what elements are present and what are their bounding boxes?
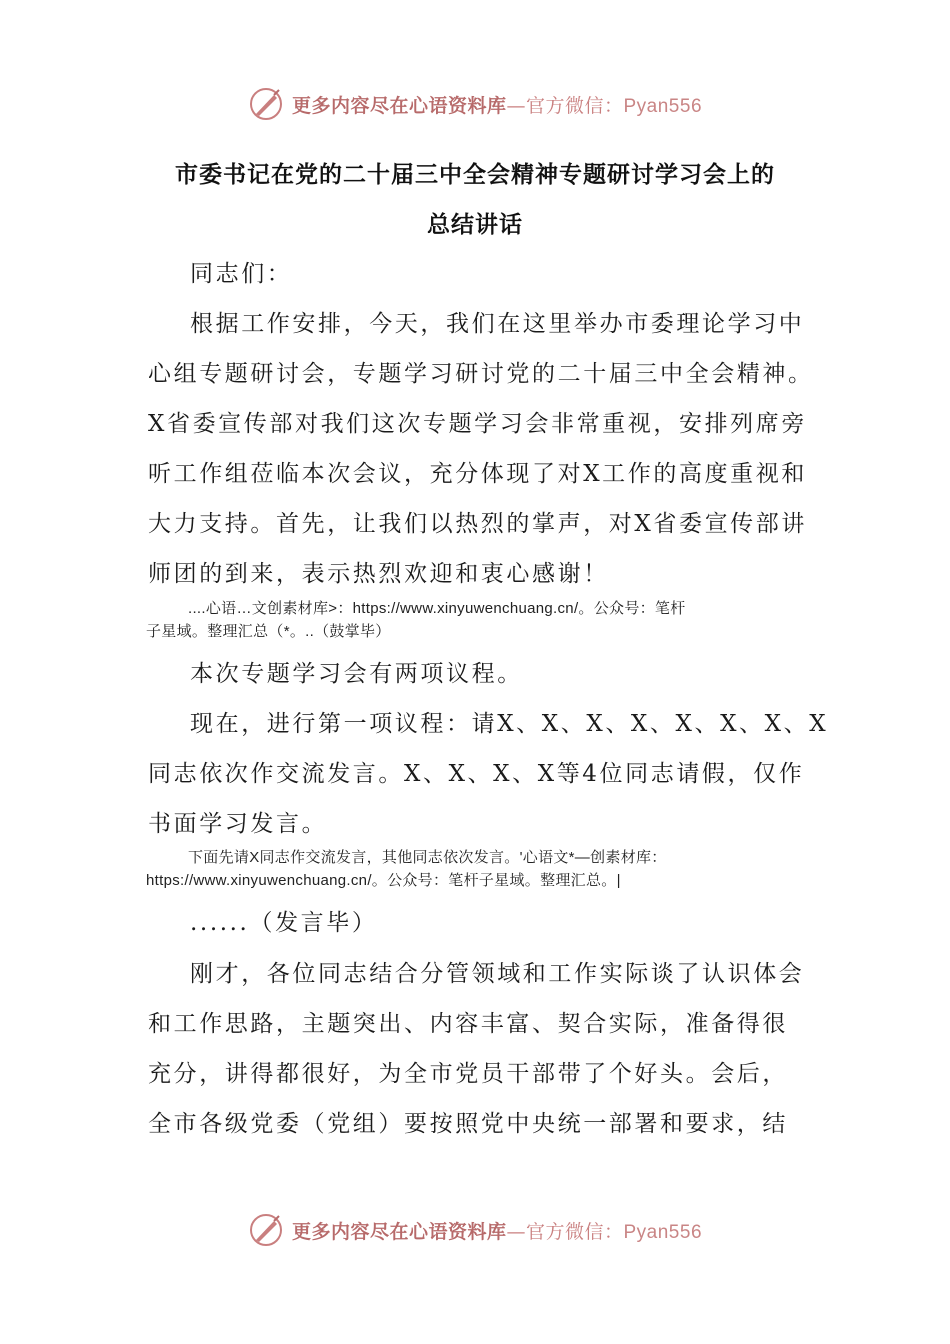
banner-official: 官方微信： — [525, 1220, 624, 1243]
document-title-line-2: 总结讲话 — [427, 212, 523, 238]
banner-text — [292, 1217, 702, 1244]
banner-official: 官方微信： — [525, 94, 624, 117]
paragraph-4: ......（发言毕） — [190, 910, 378, 936]
banner-site: 更多内容尽在心语资料库 — [291, 94, 507, 117]
paragraph-1-line: 心组专题研讨会，专题学习研讨党的二十届三中全会精神。 — [148, 361, 814, 387]
paragraph-5-line: 充分，讲得都很好，为全市党员干部带了个好头。会后， — [148, 1061, 788, 1087]
paragraph-1-line: 听工作组莅临本次会议，充分体现了对X工作的高度重视和 — [148, 461, 807, 487]
footer-banner — [0, 1208, 950, 1252]
paragraph-1-line: 师团的到来，表示热烈欢迎和衷心感谢！ — [148, 561, 609, 587]
paragraph-3-line: 现在，进行第一项议程：请X、X、X、X、X、X、X、X — [190, 711, 829, 737]
banner-text — [292, 91, 702, 118]
inserted-note-2-line: https://www.xinyuwenchuang.cn/。公众号：笔杆子星域。整理汇总。| — [146, 872, 621, 889]
paragraph-1-line: 大力支持。首先，让我们以热烈的掌声，对X省委宣传部讲 — [148, 511, 807, 537]
greeting: 同志们： — [190, 261, 293, 287]
paragraph-1-line: X省委宣传部对我们这次专题学习会非常重视，安排列席旁 — [148, 411, 807, 437]
document-title-line-1: 市委书记在党的二十届三中全会精神专题研讨学习会上的 — [175, 162, 775, 188]
paragraph-2: 本次专题学习会有两项议程。 — [190, 661, 523, 687]
quill-logo-icon — [248, 1212, 284, 1248]
banner-site: 更多内容尽在心语资料库 — [291, 1220, 507, 1243]
inserted-note-1-line: 子星域。整理汇总（*。..（鼓掌毕） — [146, 623, 391, 640]
paragraph-5-line: 全市各级党委（党组）要按照党中央统一部署和要求，结 — [148, 1111, 788, 1137]
paragraph-3-line: 书面学习发言。 — [148, 811, 328, 837]
paragraph-1-line: 根据工作安排，今天，我们在这里举办市委理论学习中 — [190, 311, 805, 337]
banner-dash: — — [506, 1220, 526, 1243]
paragraph-5-line: 刚才，各位同志结合分管领域和工作实际谈了认识体会 — [190, 961, 805, 987]
banner-handle: Pyan556 — [623, 95, 703, 117]
paragraph-5-line: 和工作思路，主题突出、内容丰富、契合实际，准备得很 — [148, 1011, 788, 1037]
banner-handle: Pyan556 — [623, 1221, 703, 1243]
quill-logo-icon — [248, 86, 284, 122]
inserted-note-1-line: ....心语…文创素材库>：https://www.xinyuwenchuang.cn/。公众号：笔杆 — [188, 600, 686, 617]
paragraph-3-line: 同志依次作交流发言。X、X、X、X等4位同志请假，仅作 — [148, 761, 805, 787]
inserted-note-2-line: 下面先请X同志作交流发言，其他同志依次发言。'心语文*—创素材库： — [188, 849, 667, 866]
header-banner — [0, 82, 950, 126]
banner-dash: — — [506, 94, 526, 117]
